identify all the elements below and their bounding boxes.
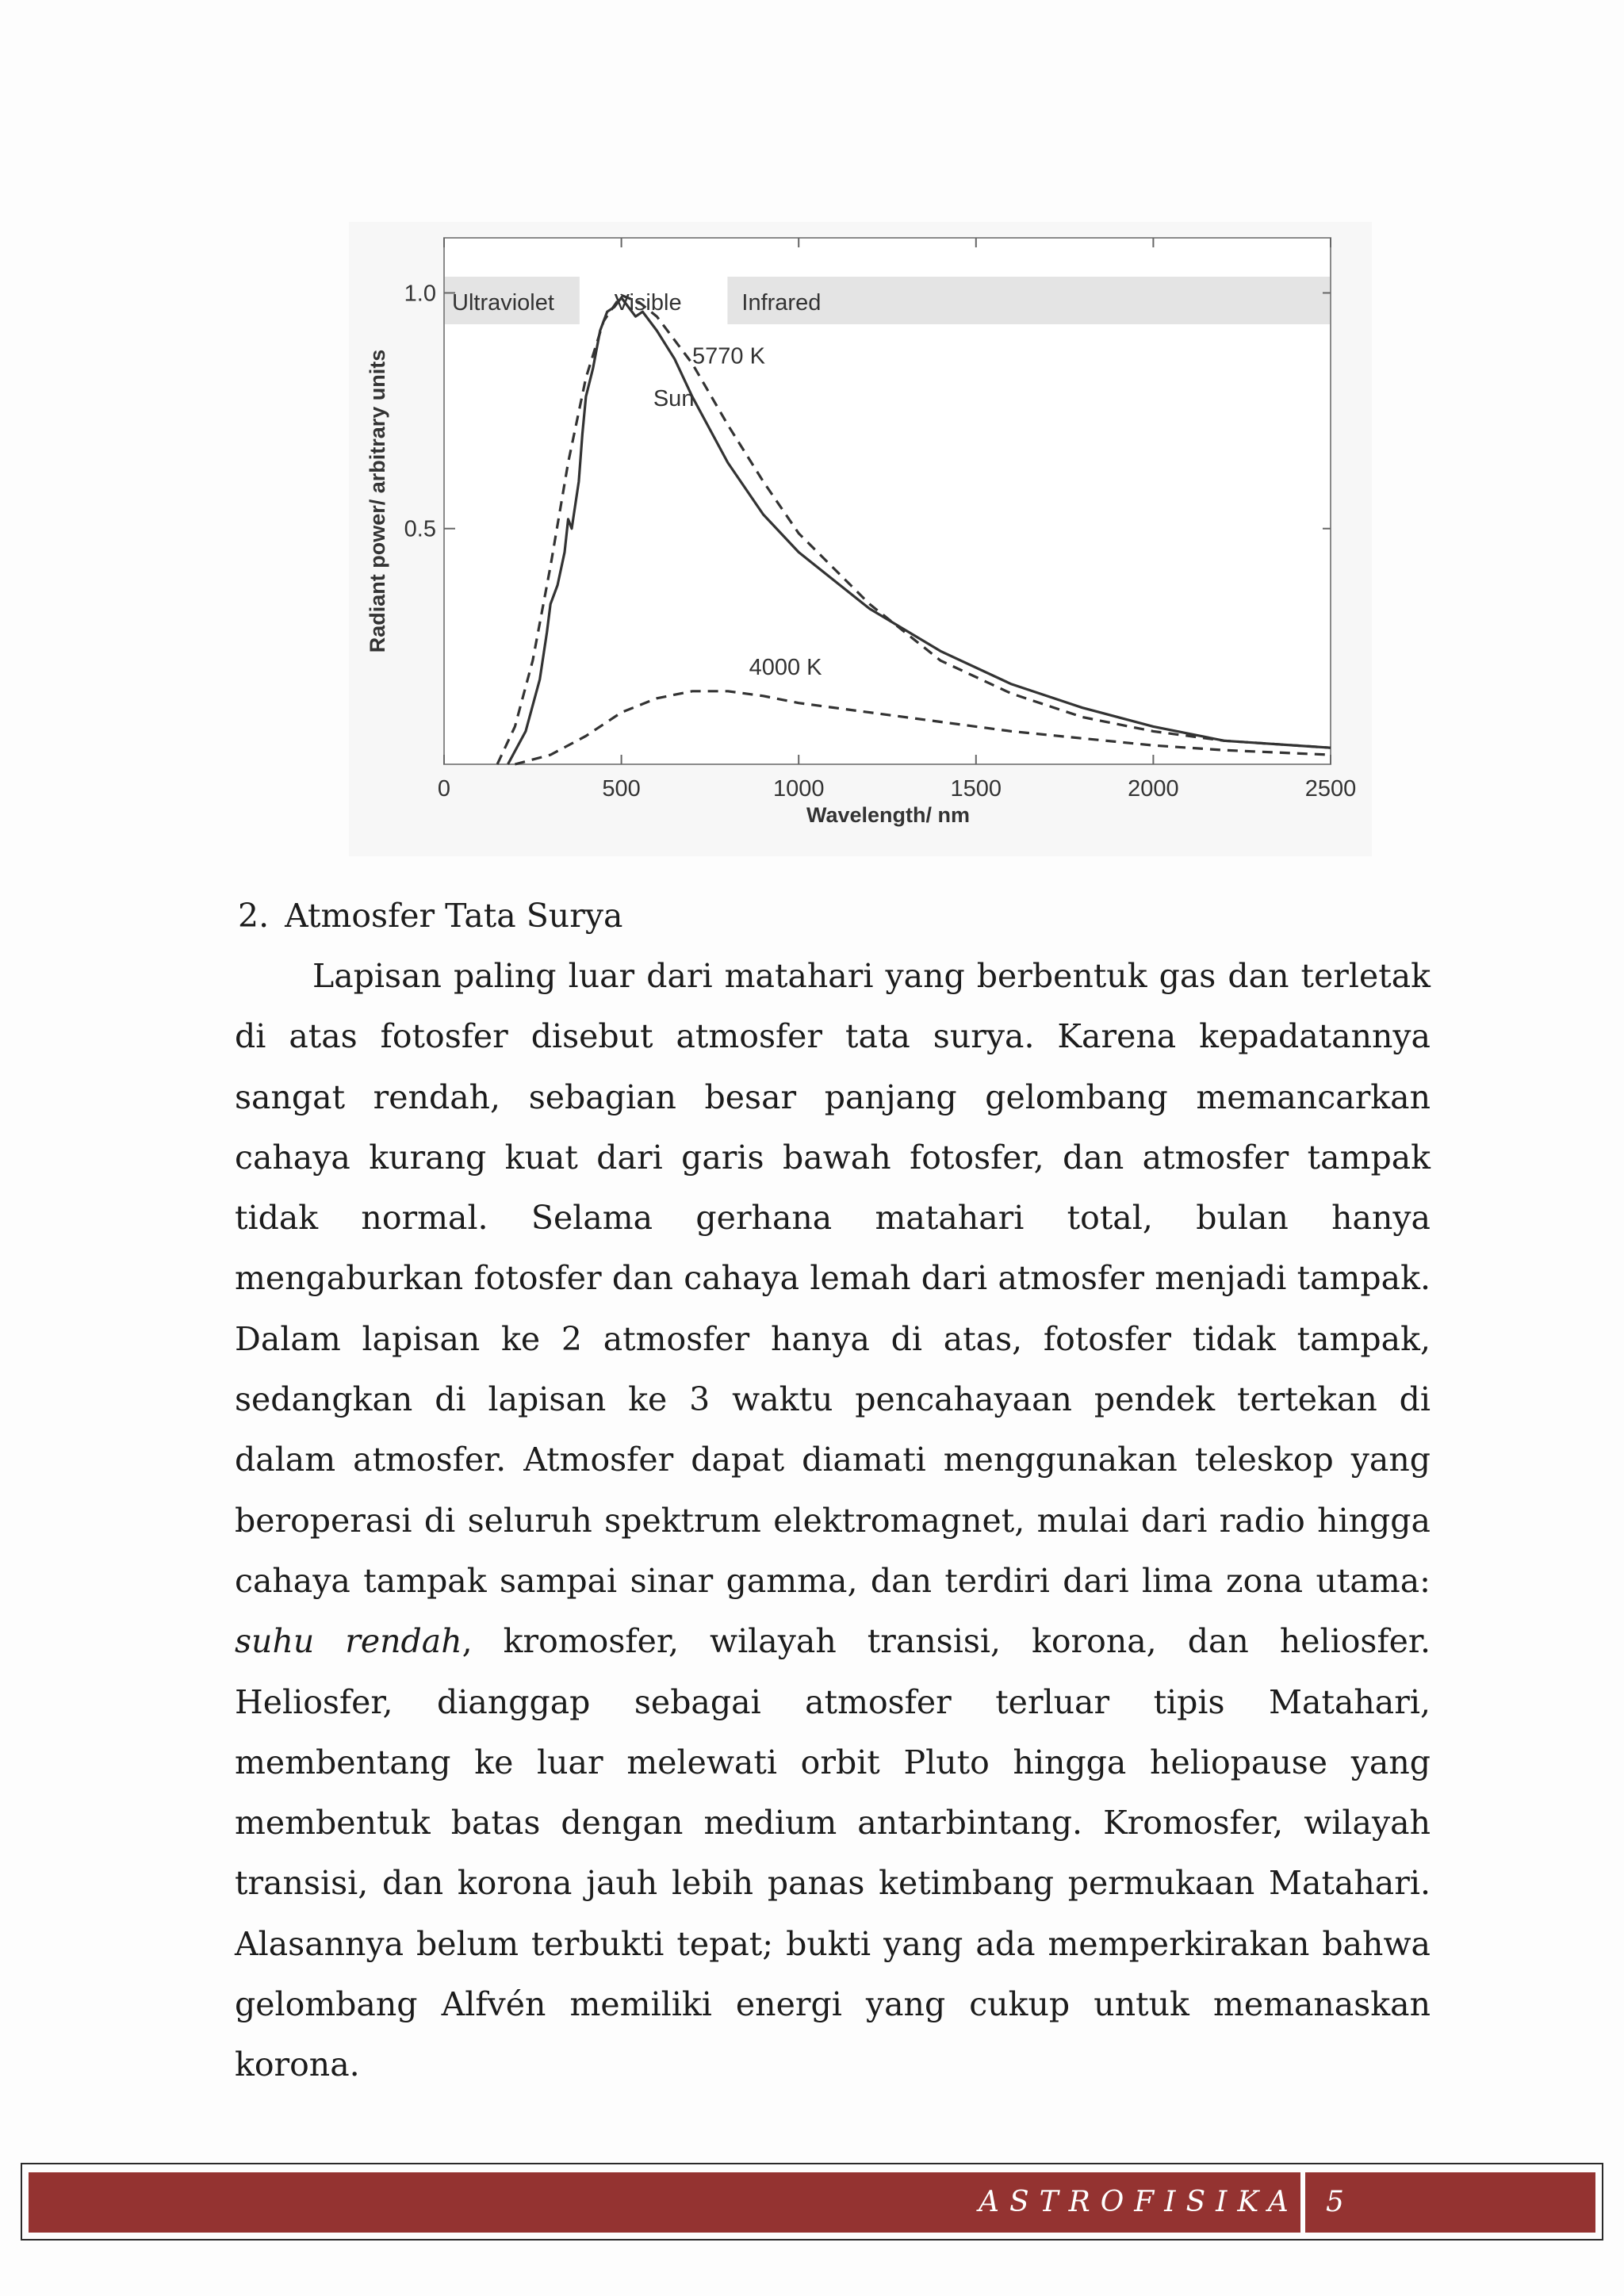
section-heading [238,894,622,938]
section-number: 2. [238,897,270,935]
footer-title: ASTROFISIKA [979,2186,1299,2218]
spectrum-chart [349,222,1372,856]
y-tick-label: 1.0 [404,281,436,307]
x-tick-label: 0 [437,776,451,802]
body-text-italic: suhu rendah [235,1622,462,1661]
y-axis-title: Radiant power/ arbitrary units [366,349,389,653]
band-label-visible: Visible [614,290,682,316]
footer-separator [1300,2172,1305,2233]
band-bar [445,277,1330,324]
y-tick-label: 0.5 [404,516,436,542]
curve-label: Sun [653,386,695,412]
footer-bar [29,2172,1595,2233]
body-text-part-2: , kromosfer, wilayah transisi, korona, dan heliosfer. Heliosfer, dianggap sebagai atmosfer terluar tipis Matahari, membentang ke luar melewati orbit Pluto hingga heliopause yang membentuk batas dengan medium antarbintang. Kromosfer, wilayah transisi, dan korona jauh lebih panas ketimbang permukaan Matahari. Alasannya belum terbukti tepat; bukti yang ada memperkirakan bahwa gelombang Alfvén memiliki energi yang cukup untuk memanaskan korona. [235,1622,1431,2084]
curve-label: 4000 K [749,655,822,681]
section-title: Atmosfer Tata Surya [285,897,623,935]
x-axis-title: Wavelength/ nm [806,803,971,827]
body-paragraph [235,946,1431,2095]
band-label-ultraviolet: Ultraviolet [452,290,554,316]
x-tick-label: 1500 [950,776,1002,802]
x-tick-label: 2500 [1304,776,1357,802]
curve-label: 5770 K [692,343,765,369]
x-tick-label: 500 [602,776,641,802]
body-text-part-1: Lapisan paling luar dari matahari yang berbentuk gas dan terletak di atas fotosfer disebut atmosfer tata surya. Karena kepadatannya sangat rendah, sebagian besar panjang gelombang memancarkan cahaya kurang kuat dari garis bawah fotosfer, dan atmosfer tampak tidak normal. Selama gerhana matahari total, bulan hanya mengaburkan fotosfer dan cahaya lemah dari atmosfer menjadi tampak. Dalam lapisan ke 2 atmosfer hanya di atas, fotosfer tidak tampak, sedangkan di lapisan ke 3 waktu pencahayaan pendek tertekan di dalam atmosfer. Atmosfer dapat diamati menggunakan teleskop yang beroperasi di seluruh spektrum elektromagnet, mulai dari radio hingga cahaya tampak sampai sinar gamma, dan terdiri dari lima zona utama: [235,957,1431,1600]
page-number: 5 [1326,2186,1344,2218]
x-tick-label: 2000 [1128,776,1179,802]
x-tick-label: 1000 [772,776,825,802]
band-label-infrared: Infrared [741,290,822,316]
